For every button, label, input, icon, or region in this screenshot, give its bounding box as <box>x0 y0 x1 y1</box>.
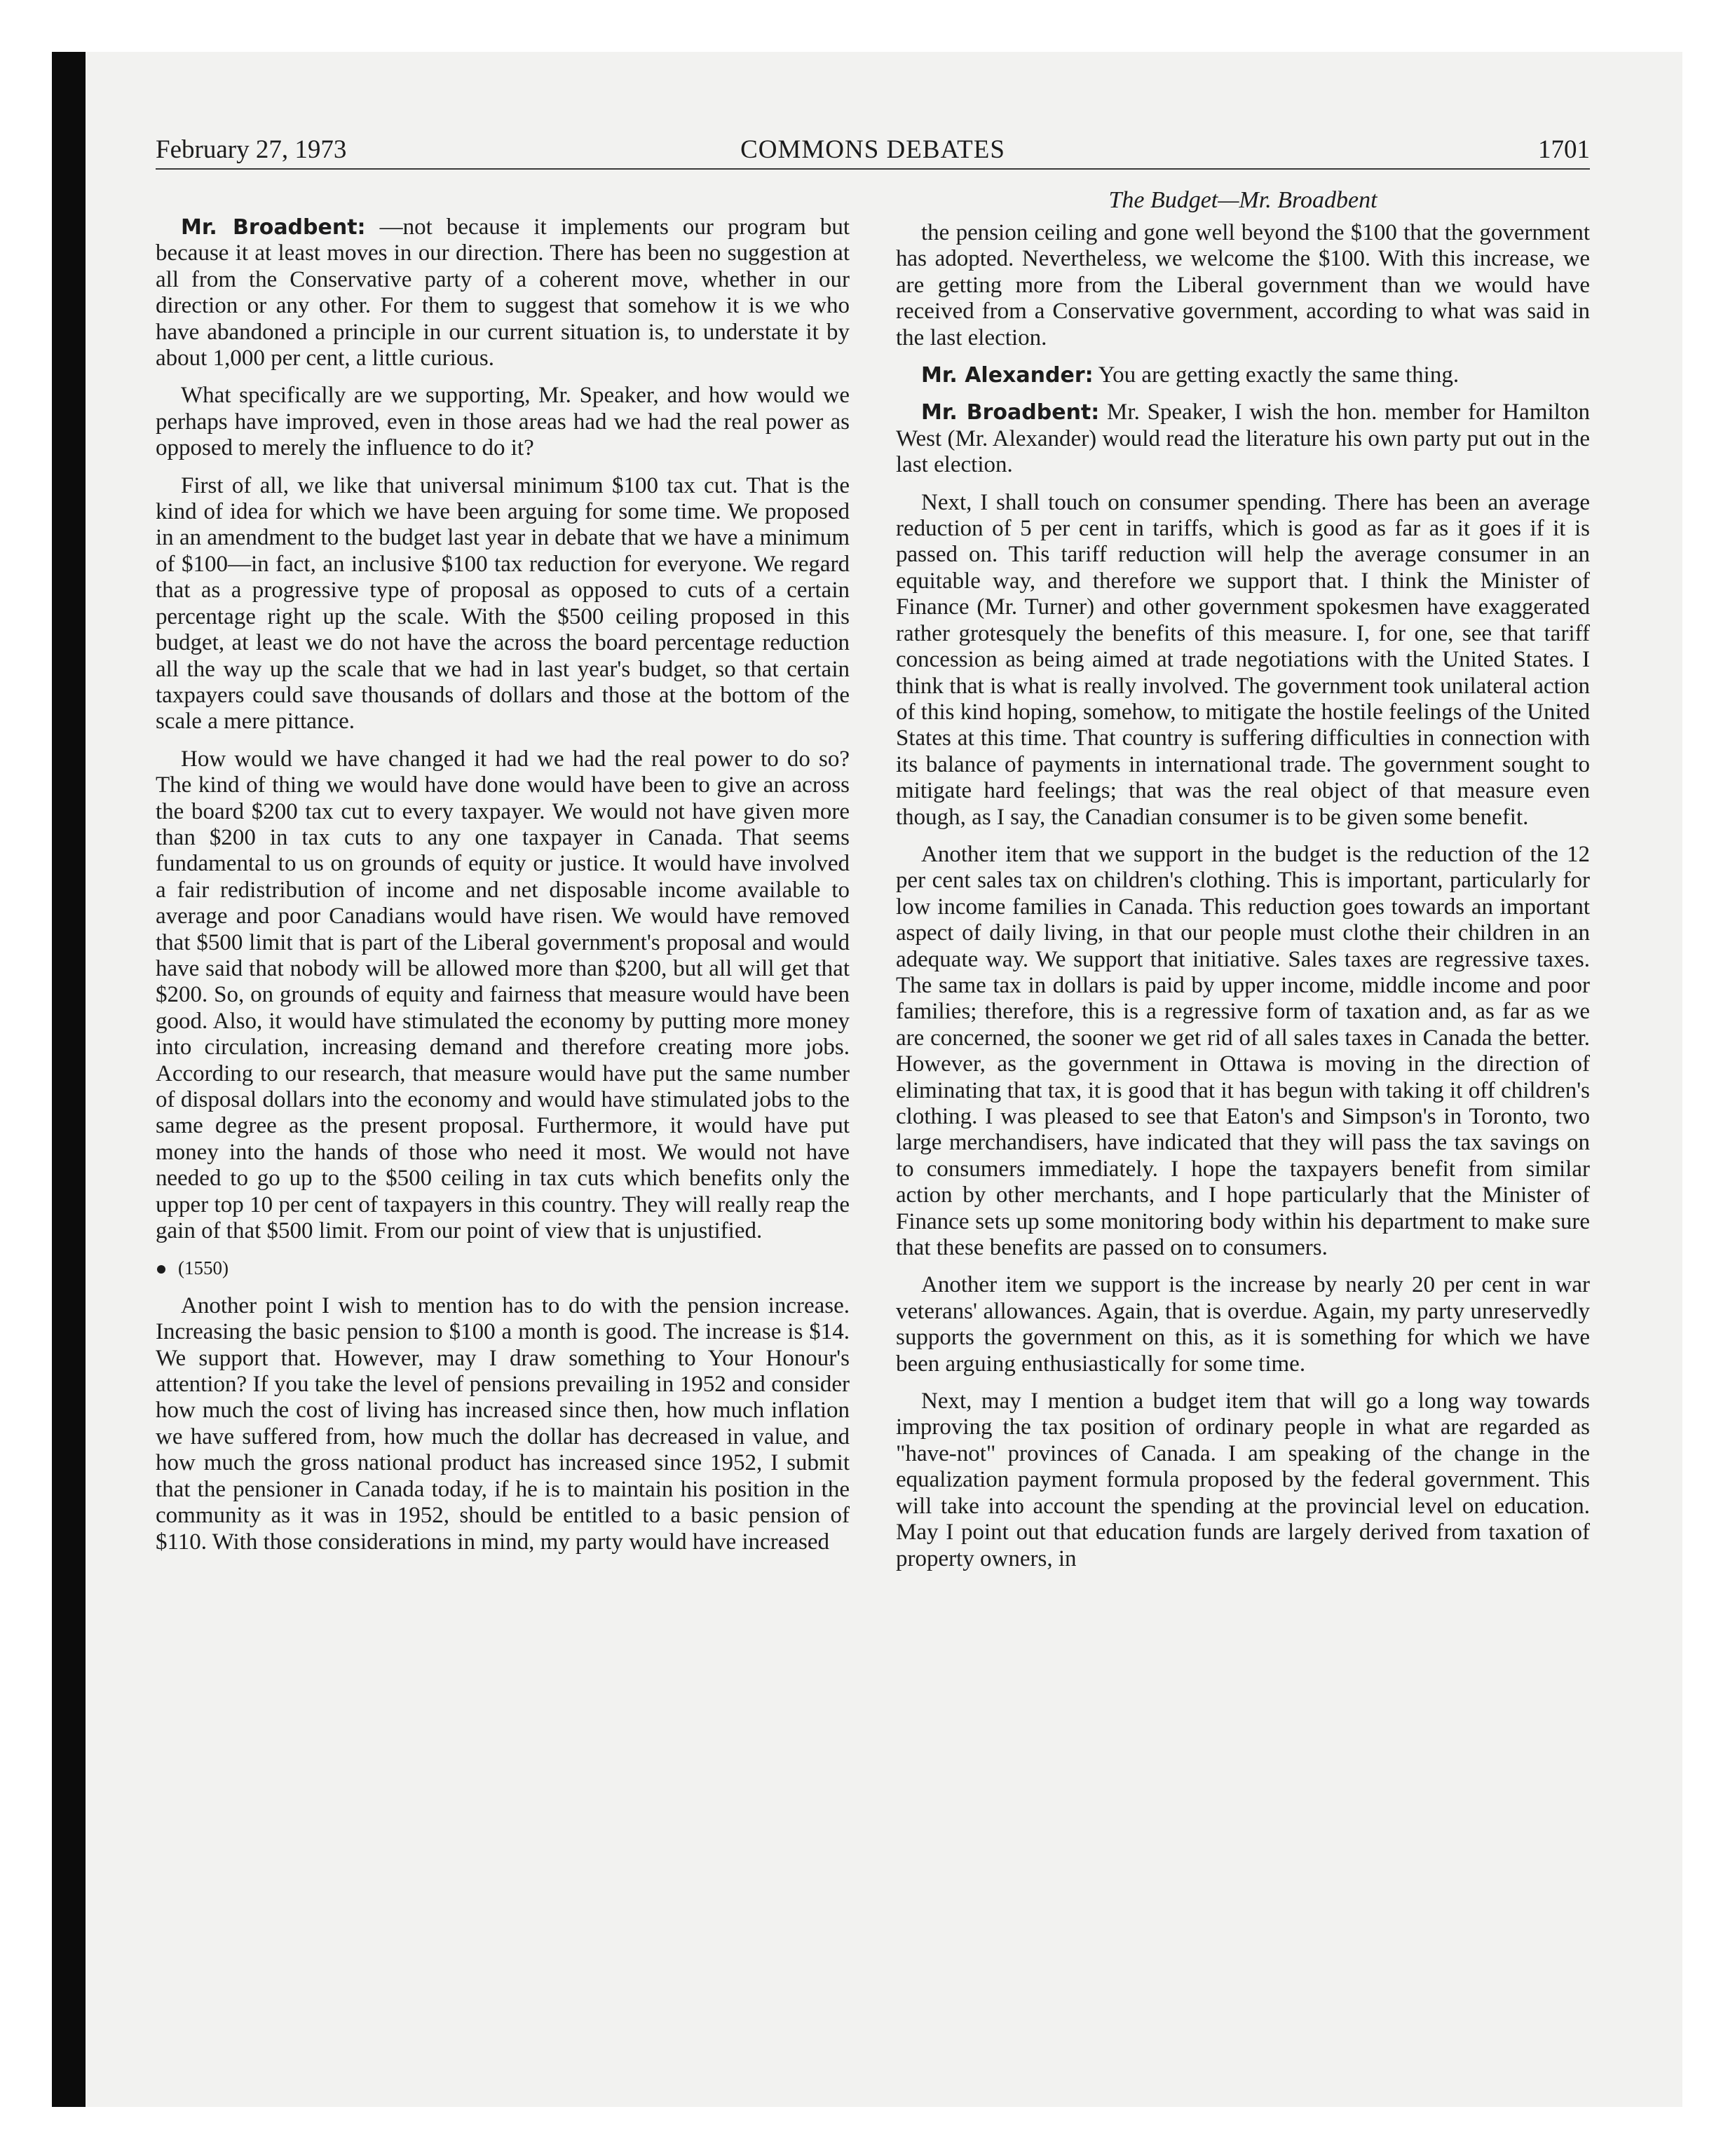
header-journal-title: COMMONS DEBATES <box>740 135 1005 164</box>
paragraph-text: Mr. Speaker, I wish the hon. member for Hamilton West (Mr. Alexander) would read the literature his own party put out in the last election. <box>896 400 1591 478</box>
paragraph: Another item we support is the increase by nearly 20 per cent in war veterans' allowances. Again, that is overdue. Again, my party unreservedly supports the government on this, as it is something for which we have been arguing enthusiastically for some time. <box>896 1272 1590 1377</box>
paragraph: First of all, we like that universal minimum $100 tax cut. That is the kind of idea for which we have been arguing for some time. We proposed in an amendment to the budget last year in debate that we have a minimum of $100—in fact, an inclusive $100 tax reduction for everyone. We regard that as a progressive type of proposal as opposed to cuts of a certain percentage right up the scale. With the $500 ceiling proposed in this budget, at least we do not have the across the board percentage reduction all the way up the scale that we had in last year's budget, so that certain taxpayers could save thousands of dollars and those at the bottom of the scale a mere pittance. <box>156 472 850 735</box>
paragraph: Next, may I mention a budget item that will go a long way towards improving the tax position of ordinary people in what are regarded as "have-not" provinces of Canada. I am speaking of the change in the equalization payment formula proposed by the federal government. This will take into account the spending at the provincial level on education. May I point out that education funds are largely derived from taxation of property owners, in <box>896 1389 1590 1571</box>
paragraph: Another item that we support in the budget is the reduction of the 12 per cent sales tax on children's clothing. This is important, particularly for low income families in Canada. This reduction goes towards an important aspect of daily living, in that our people must clothe their children in an adequate way. We support that initiative. Sales taxes are regressive taxes. The same tax in dollars is paid by upper income, middle income and poor families; therefore, this is a regressive form of taxation and, as far as we are concerned, the sooner we get rid of all sales taxes in Canada the better. However, as the government in Ottawa is moving in the direction of eliminating that tax, it is good that it has begun with taking it off children's clothing. I was pleased to see that Eaton's and Simpson's in Toronto, two large merchandisers, have indicated that they will pass the tax savings on to consumers immediately. I hope the taxpayers benefit from similar action by other merchants, and I hope particularly that the Minister of Finance sets up some monitoring body within his department to make sure that these benefits are passed on to consumers. <box>896 841 1590 1261</box>
paragraph: How would we have changed it had we had the real power to do so? The kind of thing we would have done would have been to give an across the board $200 tax cut to every taxpayer. We would not have given more than $200 in tax cuts to any one taxpayer in Canada. That seems fundamental to us on grounds of equity or justice. It would have involved a fair redistribution of income and net disposable income available to average and poor Canadians would have risen. We would have removed that $500 limit that is part of the Liberal government's proposal and would have said that nobody will be allowed more than $200, but all will get that $200. So, on grounds of equity and fairness that measure would have been good. Also, it would have stimulated the economy by putting more money into circulation, increasing demand and therefore creating more jobs. According to our research, that measure would have put the same number of disposal dollars into the economy and would have stimulated jobs to the same degree as the present proposal. Furthermore, it would have put money into the hands of those who need it most. We would not have needed to go up to the $500 ceiling in tax cuts which benefits only the upper top 10 per cent of taxpayers in this country. They will really reap the gain of that $500 limit. From our point of view that is unjustified. <box>156 746 850 1244</box>
paragraph: Another point I wish to mention has to do with the pension increase. Increasing the basic pension to $100 a month is good. The increase is $14. We support that. However, may I draw something to Your Honour's attention? If you take the level of pensions prevailing in 1952 and consider how much the cost of living has increased since then, how much inflation we have suffered from, how much the dollar has decreased in value, and how much the gross national product has increased since 1952, I submit that the pensioner in Canada today, if he is to maintain his position in the community as it was in 1952, should be entitled to a basic pension of $110. With those considerations in mind, my party would have increased <box>156 1292 850 1555</box>
speaker-name: Mr. Broadbent: <box>181 215 366 240</box>
bullet-icon <box>157 1265 165 1274</box>
speaker-name: Mr. Broadbent: <box>921 400 1100 425</box>
speaker-name: Mr. Alexander: <box>921 363 1094 388</box>
header-date: February 27, 1973 <box>156 135 347 164</box>
paragraph <box>896 400 1590 478</box>
time-marker-text: (1550) <box>178 1257 229 1279</box>
left-column <box>156 214 850 1567</box>
document-page <box>156 135 1591 1571</box>
header-page-number: 1701 <box>1538 135 1590 164</box>
paragraph <box>156 214 850 371</box>
running-head: The Budget—Mr. Broadbent <box>1108 187 1377 213</box>
paragraph <box>896 362 1590 388</box>
time-marker <box>156 1255 850 1281</box>
scan-edge-shadow <box>52 52 86 2107</box>
page-header <box>156 135 1590 170</box>
paragraph-text: You are getting exactly the same thing. <box>1093 362 1460 388</box>
paragraph: Next, I shall touch on consumer spending. There has been an average reduction of 5 per cent in tariffs, which is good as far as it goes if it is passed on. This tariff reduction will help the average consumer in an equitable way, and therefore we support that. I think the Minister of Finance (Mr. Turner) and other government spokesmen have exaggerated rather grotesquely the benefits of this measure. I, for one, see that tariff concession as being aimed at trade negotiations with the United States. I think that is what is really involved. The government took unilateral action of this kind hoping, somehow, to mitigate the hostile feelings of the United States at this time. That country is suffering difficulties in connection with its balance of payments in international trade. The government sought to mitigate hard feelings; that was the real object of that measure even though, as I say, the Canadian consumer is to be given some benefit. <box>896 489 1590 830</box>
paragraph-text: —not because it implements our program but because it at least moves in our direction. There has been no suggestion at all from the Conservative party of a coherent move, whether in our direction or any other. For them to suggest that somehow it is we who have abandoned a principle in our current situation is, to understate it by about 1,000 per cent, a little curious. <box>156 214 850 371</box>
paragraph: What specifically are we supporting, Mr. Speaker, and how would we perhaps have improved, even in those areas had we had the real power as opposed to merely the influence to do it? <box>156 383 850 461</box>
right-column <box>896 186 1590 1583</box>
paragraph: the pension ceiling and gone well beyond the $100 that the government has adopted. Nevertheless, we welcome the $100. With this increase, we are getting more from the Liberal government than we would have received from a Conservative government, according to what was said in the last election. <box>896 220 1590 350</box>
